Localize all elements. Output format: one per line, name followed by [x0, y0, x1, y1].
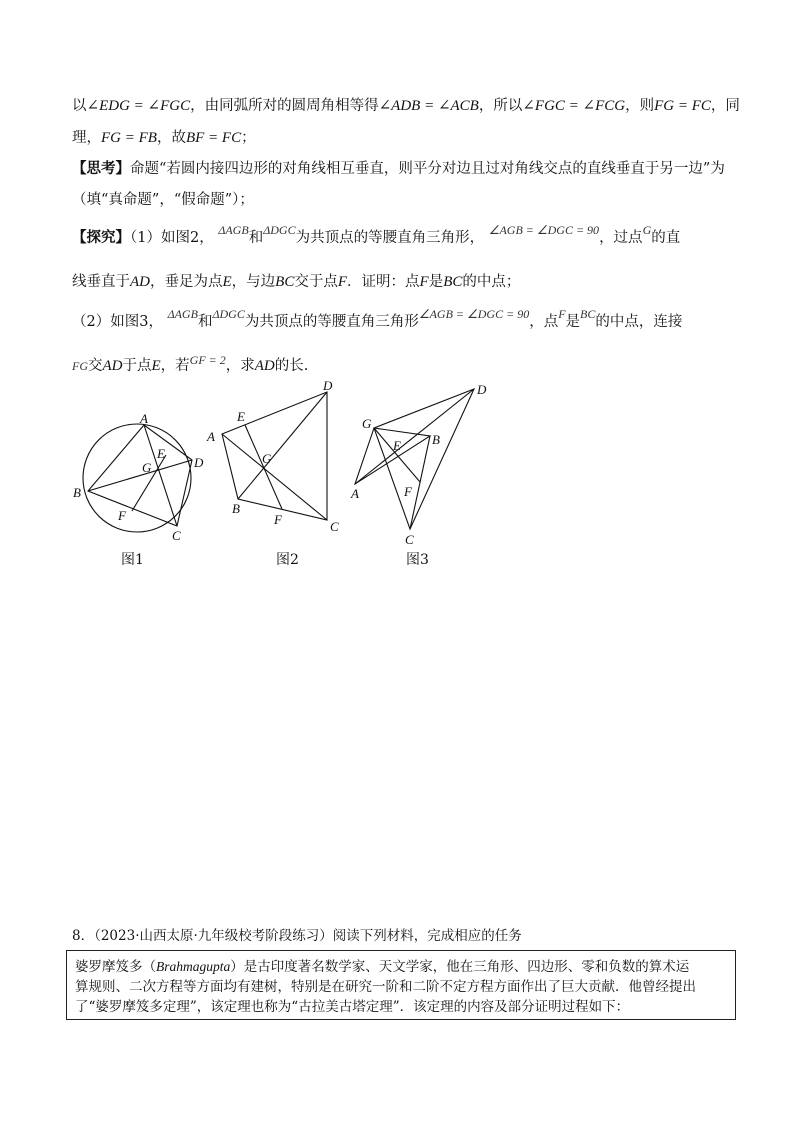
label-a: A	[351, 486, 359, 501]
text: ，与边	[231, 274, 276, 290]
text: ，同	[710, 98, 740, 114]
text: ，垂足为点	[150, 274, 223, 290]
text: 命题“若圆内接四边形的对角线相互垂直，则平分对边且过对角线交点的直线垂直于另一边”为	[130, 161, 725, 177]
caption-figure-3: 图3	[406, 552, 429, 568]
label-e: E	[393, 438, 401, 453]
explore-line-1	[72, 223, 681, 248]
math: ∠ADB = ∠ACB	[378, 98, 479, 114]
math: ∠EDG = ∠FGC	[86, 98, 191, 114]
explore-tag: 【探究】	[72, 229, 130, 246]
label-g: G	[262, 451, 272, 466]
label-d: D	[477, 382, 487, 397]
think-tag: 【思考】	[72, 160, 130, 177]
label-c: C	[405, 532, 414, 547]
math: ΔAGB	[218, 223, 249, 237]
math: ΔAGB	[167, 307, 198, 321]
text: ；	[241, 130, 256, 146]
diagonal-bd	[88, 460, 192, 491]
label-c: C	[330, 519, 339, 534]
text: ，则	[625, 98, 655, 114]
label-d: D	[194, 455, 204, 470]
think-line-2	[72, 190, 254, 210]
material-line-1	[75, 957, 727, 977]
label-f: F	[118, 508, 126, 523]
label-b: B	[232, 501, 240, 516]
text: 线垂直于	[72, 274, 130, 290]
segment-gf	[374, 428, 420, 482]
text: ．证明：点	[347, 274, 420, 290]
label-b: B	[432, 432, 440, 447]
segment-bc	[410, 436, 430, 529]
label-g: G	[142, 460, 152, 475]
caption-figure-2: 图2	[276, 552, 299, 568]
text: 的中点；	[462, 274, 521, 290]
proof-line-2	[72, 128, 256, 148]
text: 的长.	[274, 358, 309, 374]
math: BF = FC	[185, 130, 242, 146]
math: FG	[72, 359, 88, 373]
math: ∠AGB = ∠DGC = 90	[418, 307, 530, 321]
text: 为共顶点的等腰直角三角形，	[295, 230, 485, 246]
text: ）是古印度著名数学家、天文学家，他在三角形、四边形、零和负数的算术运	[230, 959, 690, 975]
caption-figure-1: 图1	[121, 552, 144, 568]
math: BC	[443, 274, 463, 290]
triangle-gdc	[374, 389, 474, 529]
label-d: D	[323, 380, 333, 393]
text: （填“真命题”，“假命题”）；	[72, 192, 254, 208]
math: FG = FC	[654, 98, 711, 114]
text: 交于点	[294, 274, 338, 290]
text: 以	[72, 98, 87, 114]
explore-line-3	[72, 307, 683, 332]
explore-line-2	[72, 272, 520, 292]
math: ΔDGC	[263, 223, 296, 237]
material-line-3: 了“婆罗摩笈多定理”，该定理也称为“古拉美古塔定理”．该定理的内容及部分证明过程如下：	[75, 999, 630, 1015]
text: ，求	[225, 358, 255, 374]
segment-ad	[355, 389, 474, 484]
math: BC	[275, 274, 295, 290]
text: 为共顶点的等腰直角三角形	[244, 314, 419, 330]
math: E	[151, 358, 161, 374]
text: ，点	[529, 314, 559, 330]
text: 是	[428, 274, 444, 290]
text: 和	[197, 314, 213, 330]
text: 和	[248, 230, 264, 246]
math: ΔDGC	[212, 307, 245, 321]
text: （2）如图3，	[72, 314, 163, 330]
text: 交	[88, 358, 103, 374]
text: ，若	[160, 358, 190, 374]
explore-line-4	[72, 353, 309, 376]
text: 婆罗摩笈多（	[75, 959, 156, 975]
math: F	[558, 307, 566, 321]
math: GF = 2	[189, 353, 226, 367]
math: E	[222, 274, 232, 290]
text: 理，	[72, 130, 101, 146]
math: AD	[130, 274, 150, 290]
proof-line-1	[72, 96, 740, 116]
math: F	[337, 274, 348, 290]
math: ∠FGC = ∠FCG	[522, 98, 626, 114]
text: ，由同弧所对的圆周角相等得	[190, 98, 379, 114]
label-a: A	[207, 429, 215, 444]
label-g: G	[362, 416, 372, 431]
figure-1	[83, 424, 192, 532]
text: ，所以	[478, 98, 523, 114]
label-f: F	[274, 512, 282, 527]
label-a: A	[140, 411, 148, 426]
math: FG = FB	[101, 130, 157, 146]
material-line-2: 算规则、二次方程等方面均有建树，特别是在研究一阶和二阶不定方程方面作出了巨大贡献．他曾经提出	[75, 979, 696, 995]
math: AD	[102, 358, 123, 374]
line-ef	[245, 425, 282, 509]
material-box	[66, 950, 736, 1020]
name-brahmagupta: Brahmagupta	[156, 959, 231, 974]
math: G	[642, 223, 652, 237]
math: BC	[580, 307, 596, 321]
math: AD	[254, 358, 275, 374]
text: 是	[565, 314, 581, 330]
text: ，故	[156, 130, 186, 146]
text: 的中点，连接	[595, 314, 683, 330]
text: ，过点	[599, 230, 643, 246]
think-line-1	[72, 159, 725, 179]
text: 的直	[651, 230, 681, 246]
label-e: E	[237, 409, 245, 424]
label-e: E	[157, 446, 165, 461]
label-c: C	[172, 528, 181, 543]
label-f: F	[404, 484, 412, 499]
diagonal-ac	[144, 425, 177, 526]
text: （1）如图2，	[130, 230, 214, 246]
math: ∠AGB = ∠DGC = 90	[488, 223, 600, 237]
math: F	[419, 274, 429, 290]
label-b: B	[73, 485, 81, 500]
question-8-heading: 8．（2023·山西太原·九年级校考阶段练习）阅读下列材料，完成相应的任务	[72, 928, 522, 944]
text: 于点	[122, 358, 152, 374]
figure-3	[355, 389, 474, 529]
